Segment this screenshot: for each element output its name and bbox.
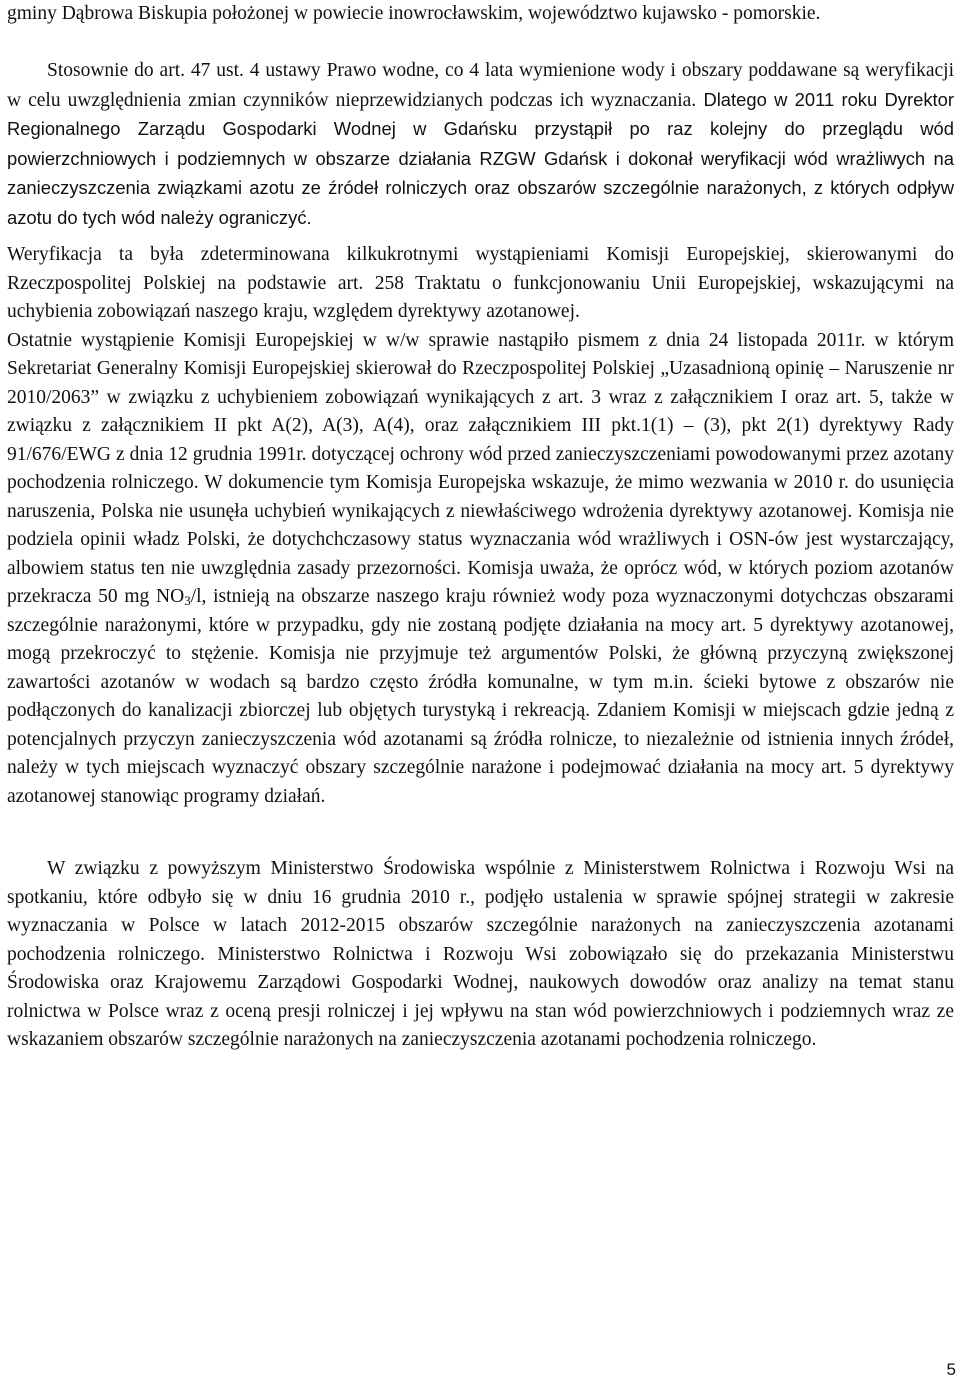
- page-number: 5: [946, 1360, 956, 1379]
- intro-text: gminy Dąbrowa Biskupia położonej w powiecie inowrocławskim, województwo kujawsko - pomorskie.: [7, 3, 821, 24]
- blank-line: [7, 29, 954, 58]
- paragraph-komisja-text-2: /l, istnieją na obszarze naszego kraju również wody poza wyznaczonymi dotychczas obszarami szczególnie narażonymi, które w przypadku, gdy nie zostaną podjęte działania na mocy art. 5 dyrektywy azotanowej, mogą przekroczyć to stężenie. Komisja nie przyjmuje też argumentów Polski, że główną przyczyną zwiększonej zawartości azotanów w wodach są bardzo często źródła komunalne, w tym m.in. ścieki bytowe z obszarów nie podłączonych do kanalizacji zbiorczej lub objętych turystyką i rekreacją. Zdaniem Komisji w miejscach gdzie jedną z potencjalnych przyczyn zanieczyszczenia wód azotanami są źródła rolnicze, to niezależnie od istnienia innych źródeł, należy w tych miejscach wyznaczyć obszary szczególnie narażone i podejmować działania na mocy art. 5 dyrektywy azotanowej stanowiąc programy działań.: [7, 586, 954, 807]
- intro-paragraph: [7, 0, 954, 29]
- paragraph-gap: [7, 811, 954, 855]
- paragraph-komisja-text-1: Ostatnie wystąpienie Komisji Europejskiej w w/w sprawie nastąpiło pismem z dnia 24 listopada 2011r. w którym Sekretariat Generalny Komisji Europejskiej skierował do Rzeczpospolitej Polskiej „Uzasadnioną opinię – Naruszenie nr 2010/2063” w związku z uchybieniem zobowiązań wynikających z art. 3 wraz z załącznikiem I oraz art. 5, także w związku z załącznikiem II pkt A(2), A(3), A(4), oraz załącznikiem III pkt.1(1) – (3), pkt 2(1) dyrektywy Rady 91/676/EWG z dnia 12 grudnia 1991r. dotyczącej ochrony wód przed zanieczyszczeniami powodowanymi przez azotany pochodzenia rolniczego. W dokumencie tym Komisja Europejska wskazuje, że mimo wezwania w 2010 r. do usunięcia naruszenia, Polska nie usunęła uchybień wynikających z niewłaściwego wdrożenia dyrektywy azotanowej. Komisja nie podziela opinii władz Polski, że dotychchczasowy status wyznaczania wód wrażliwych i OSN-ów jest wystarczający, albowiem status ten nie uwzględnia zasady przezorności. Komisja uważa, że oprócz wód, w których poziom azotanów przekracza 50 mg NO: [7, 329, 954, 607]
- no3-subscript: 3: [184, 593, 191, 608]
- paragraph-weryfikacja-text: Weryfikacja ta była zdeterminowana kilkukrotnymi wystąpieniami Komisji Europejskiej, skierowanymi do Rzeczpospolitej Polskiej na podstawie art. 258 Traktatu o funkcjonowaniu Unii Europejskiej, wskazującymi na uchybienia zobowiązań naszego kraju, względem dyrektywy azotanowej.: [7, 244, 954, 322]
- paragraph-komisja: [7, 327, 954, 812]
- paragraph-weryfikacja: [7, 241, 954, 327]
- paragraph-art47-lead: Stosownie do art. 47 ust. 4 ustawy Prawo wodne, co 4 lata wymienione wody i obszary poddawane są weryfikacji w celu uwzględnienia zmian czynników nieprzewidzianych podczas ich wyznaczania.: [7, 60, 954, 111]
- paragraph-art47-rzgw: Dlatego w 2011 roku Dyrektor Regionalnego Zarządu Gospodarki Wodnej w Gdańsku przystąpił po raz kolejny do przeglądu wód powierzchniowych i podziemnych w obszarze działania RZGW Gdańsk i dokonał weryfikacji wód wrażliwych na zanieczyszczenia związkami azotu ze źródeł rolniczych oraz obszarów szczególnie narażonych, z których odpływ azotu do tych wód należy ograniczyć.: [7, 88, 954, 228]
- paragraph-art47: [7, 57, 954, 233]
- paragraph-ministerstwo: [7, 855, 954, 1055]
- document-page: [7, 0, 954, 1055]
- paragraph-gap: [7, 233, 954, 241]
- paragraph-ministerstwo-text: W związku z powyższym Ministerstwo Środowiska wspólnie z Ministerstwem Rolnictwa i Rozwoju Wsi na spotkaniu, które odbyło się w dniu 16 grudnia 2010 r., podjęło ustalenia w sprawie spójnej strategii w zakresie wyznaczania w Polsce w latach 2012-2015 obszarów szczególnie narażonych na zanieczyszczenia azotanami pochodzenia rolniczego. Ministerstwo Rolnictwa i Rozwoju Wsi zobowiązało się do przekazania Ministerstwu Środowiska oraz Krajowemu Zarządowi Gospodarki Wodnej, naukowych dowodów oraz analizy na temat stanu rolnictwa w Polsce wraz z oceną presji rolniczej i jej wpływu na stan wód powierzchniowych i podziemnych wraz ze wskazaniem obszarów szczególnie narażonych na zanieczyszczenia azotanami pochodzenia rolniczego.: [7, 858, 954, 1050]
